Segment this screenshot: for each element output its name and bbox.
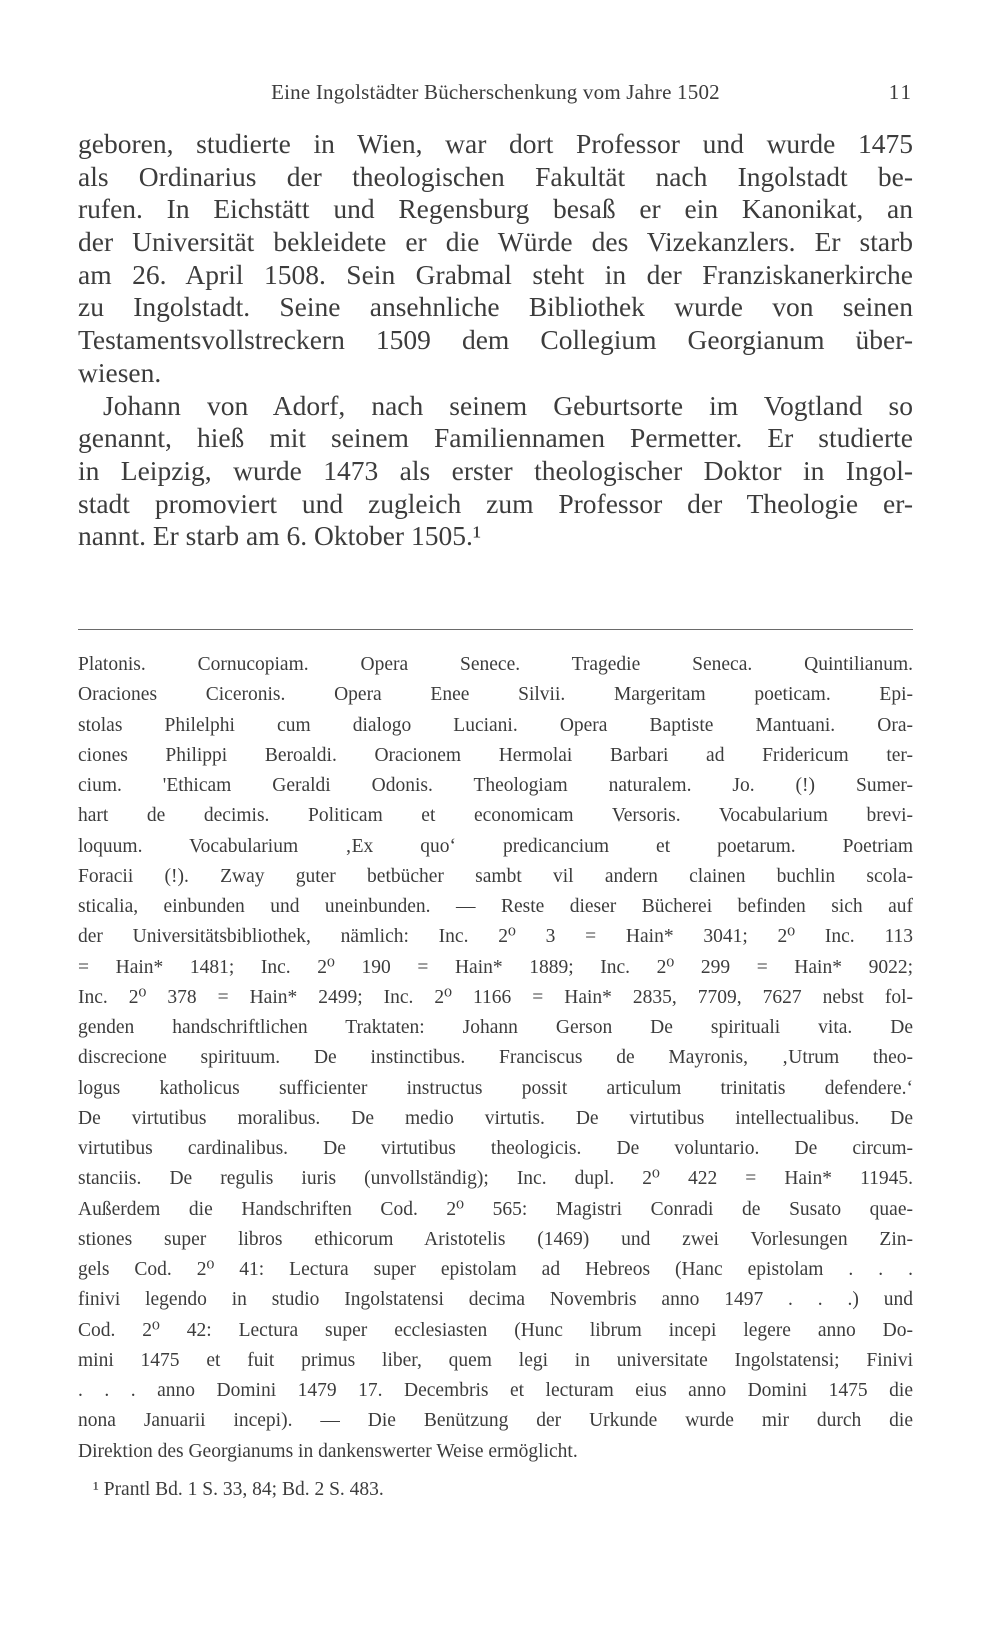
note-line: der Universitätsbibliothek, nämlich: Inc. 2⁰ 3 = Hain* 3041; 2⁰ Inc. 113 — [78, 926, 913, 948]
page-header — [78, 80, 913, 110]
note-line: genden handschriftlichen Traktaten: Johann Gerson De spirituali vita. De — [78, 1017, 913, 1038]
text-line: in Leipzig, wurde 1473 als erster theologischer Doktor in Ingol- — [78, 454, 913, 486]
note-line: Cod. 2⁰ 42: Lectura super ecclesiasten (Hunc librum incepi legere anno Do- — [78, 1319, 913, 1341]
note-line: Oraciones Ciceronis. Opera Enee Silvii. Margeritam poeticam. Epi- — [78, 684, 913, 706]
text-line: Johann von Adorf, nach seinem Geburtsorte im Vogtland so — [103, 389, 913, 421]
note-line: mini 1475 et fuit primus liber, quem legi in universitate Ingolstatensi; Finivi — [78, 1349, 913, 1371]
note-line: gels Cod. 2⁰ 41: Lectura super epistolam ad Hebreos (Hanc epistolam . . . — [78, 1259, 913, 1280]
text-line: der Universität bekleidete er die Würde des Vizekanzlers. Er starb — [78, 226, 913, 258]
note-line: nona Januarii incepi). — Die Benützung der Urkunde wurde mir durch die — [78, 1410, 913, 1432]
text-line: am 26. April 1508. Sein Grabmal steht in der Franziskanerkirche — [78, 258, 913, 290]
note-line: Platonis. Cornucopiam. Opera Senece. Tragedie Seneca. Quintilianum. — [78, 654, 913, 675]
text-line: als Ordinarius der theologischen Fakultät nach Ingolstadt be- — [78, 160, 913, 192]
main-text — [78, 128, 913, 553]
note-line: . . . anno Domini 1479 17. Decembris et lecturam eius anno Domini 1475 die — [78, 1380, 913, 1401]
note-line: stolas Philelphi cum dialogo Luciani. Opera Baptiste Mantuani. Ora- — [78, 714, 913, 736]
note-text — [78, 650, 913, 1467]
text-line: geboren, studierte in Wien, war dort Professor und wurde 1475 — [78, 128, 913, 159]
note-line: sticalia, einbunden und uneinbunden. — Reste dieser Bücherei befinden sich auf — [78, 896, 913, 917]
note-line: Direktion des Georgianums in dankenswerter Weise ermöglicht. — [78, 1440, 578, 1462]
text-line: wiesen. — [78, 356, 162, 388]
note-line: = Hain* 1481; Inc. 2⁰ 190 = Hain* 1889; Inc. 2⁰ 299 = Hain* 9022; — [78, 956, 913, 978]
running-head: Eine Ingolstädter Bücherschenkung vom Jahre 1502 — [271, 80, 720, 104]
text-line: nannt. Er starb am 6. Oktober 1505.¹ — [78, 520, 482, 552]
text-line: zu Ingolstadt. Seine ansehnliche Bibliothek wurde von seinen — [78, 291, 913, 323]
note-line: loquum. Vocabularium ‚Ex quo‘ predicancium et poetarum. Poetriam — [78, 835, 913, 857]
note-line: Inc. 2⁰ 378 = Hain* 2499; Inc. 2⁰ 1166 = Hain* 2835, 7709, 7627 nebst fol- — [78, 986, 913, 1008]
text-line: Testamentsvollstreckern 1509 dem Collegium Georgianum über- — [78, 324, 913, 356]
note-line: stiones super libros ethicorum Aristotelis (1469) und zwei Vorlesungen Zin- — [78, 1228, 913, 1250]
note-line: discrecione spirituum. De instinctibus. Franciscus de Mayronis, ‚Utrum theo- — [78, 1047, 913, 1069]
note-line: Außerdem die Handschriften Cod. 2⁰ 565: Magistri Conradi de Susato quae- — [78, 1198, 913, 1220]
note-line: De virtutibus moralibus. De medio virtutis. De virtutibus intellectualibus. De — [78, 1107, 913, 1129]
note-line: finivi legendo in studio Ingolstatensi decima Novembris anno 1497 . . .) und — [78, 1289, 913, 1311]
text-line: genannt, hieß mit seinem Familiennamen Permetter. Er studierte — [78, 422, 913, 454]
footnote-separator-rule — [78, 629, 913, 630]
footnote: ¹ Prantl Bd. 1 S. 33, 84; Bd. 2 S. 483. — [93, 1479, 384, 1500]
note-line: stanciis. De regulis iuris (unvollständig); Inc. dupl. 2⁰ 422 = Hain* 11945. — [78, 1168, 913, 1190]
text-line: rufen. In Eichstätt und Regensburg besaß er ein Kanonikat, an — [78, 193, 913, 225]
note-line: hart de decimis. Politicam et economicam Versoris. Vocabularium brevi- — [78, 805, 913, 827]
note-line: logus katholicus sufficienter instructus possit articulum trinitatis defendere.‘ — [78, 1077, 913, 1099]
page-number: 11 — [888, 80, 913, 104]
text-line: stadt promoviert und zugleich zum Professor der Theologie er- — [78, 487, 913, 519]
note-line: ciones Philippi Beroaldi. Oracionem Hermolai Barbari ad Fridericum ter- — [78, 744, 913, 766]
note-line: Foracii (!). Zway guter betbücher sambt vil andern clainen buchlin scola- — [78, 865, 913, 887]
note-line: virtutibus cardinalibus. De virtutibus theologicis. De voluntario. De circum- — [78, 1138, 913, 1159]
note-line: cium. 'Ethicam Geraldi Odonis. Theologiam naturalem. Jo. (!) Sumer- — [78, 775, 913, 796]
